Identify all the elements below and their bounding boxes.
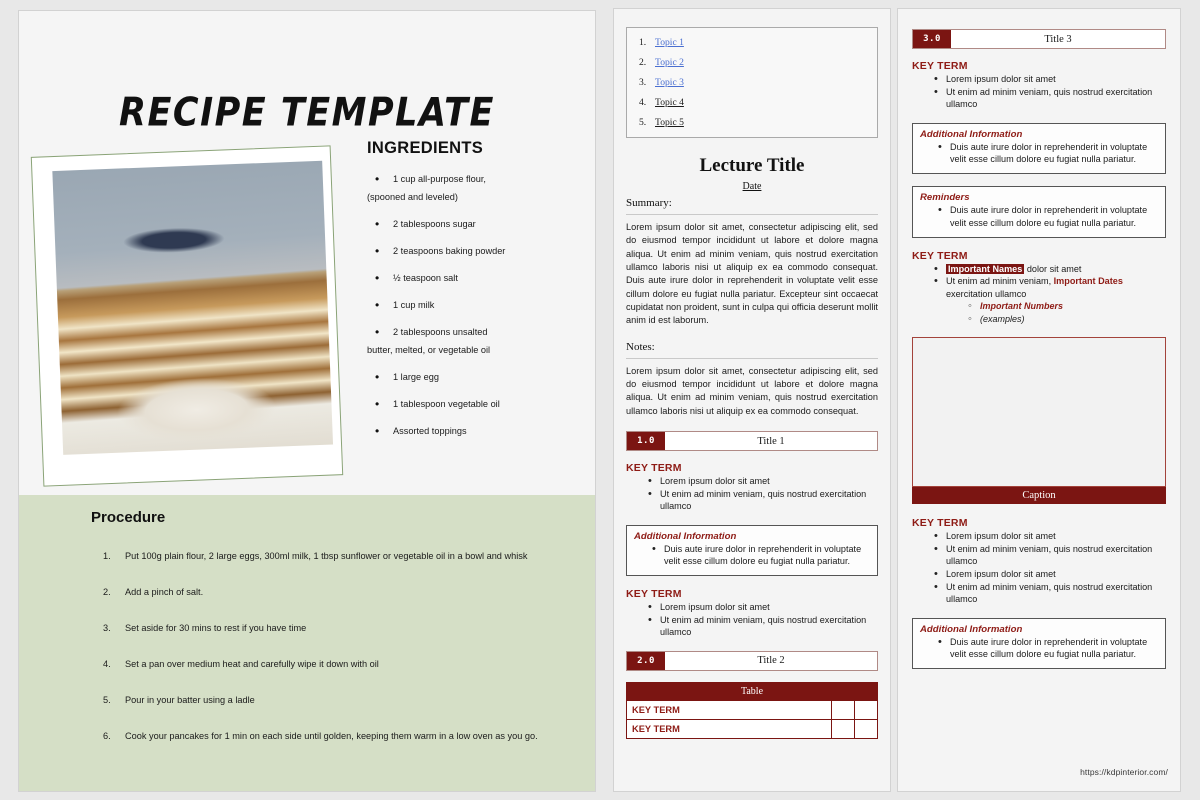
bullet-item: • Lorem ipsum dolor sit amet (934, 530, 1166, 543)
ingredient-item: • 1 large egg (367, 372, 585, 384)
recipe-photo-frame (31, 145, 343, 486)
section-header-2 (626, 651, 878, 671)
procedure-section (19, 495, 595, 792)
topic-link-4[interactable]: Topic 4 (655, 97, 684, 108)
section-title: Title 3 (951, 30, 1165, 48)
section-title: Title 2 (665, 652, 877, 670)
ingredient-item: • 2 teaspoons baking powder (367, 246, 585, 258)
bullet-item: • Duis aute irure dolor in reprehenderit in voluptate velit esse cillum dolore eu fugiat nulla pariatur. (652, 543, 870, 568)
additional-information-title: Additional Information (920, 128, 1023, 140)
topic-link-5[interactable]: Topic 5 (655, 117, 684, 128)
table-cell-key-term: KEY TERM (627, 719, 832, 738)
key-term-label: KEY TERM (912, 249, 968, 262)
pancakes-photo (52, 161, 333, 455)
bullet-text-pre: Ut enim ad minim veniam, (946, 276, 1054, 287)
ingredient-item: • 2 tablespoons sugar (367, 219, 585, 231)
key-term-label: KEY TERM (912, 517, 968, 530)
lecture-date: Date (742, 181, 762, 192)
bullet-item: • Lorem ipsum dolor sit amet (648, 475, 878, 488)
bullet-item: • Duis aute irure dolor in reprehenderit in voluptate velit esse cillum dolore eu fugiat nulla pariatur. (938, 636, 1158, 661)
additional-information-bullets (634, 543, 870, 568)
photo-frame-border (31, 145, 343, 486)
ingredients-list-part3 (367, 372, 585, 438)
topics-list (627, 37, 877, 128)
procedure-step: Set a pan over medium heat and carefully wipe it down with oil (125, 658, 379, 669)
ingredient-item: • ½ teaspoon salt (367, 273, 585, 285)
ingredient-continuation-1: (spooned and leveled) (367, 191, 458, 202)
summary-divider (626, 214, 878, 215)
section-number: 1.0 (627, 432, 665, 450)
bullet-item: • Duis aute irure dolor in reprehenderit in voluptate velit esse cillum dolore eu fugiat nulla pariatur. (938, 204, 1158, 229)
table-header-row (627, 682, 878, 700)
procedure-step: Pour in your batter using a ladle (125, 694, 255, 705)
study-notes-page (897, 8, 1181, 792)
key-term-bullets-highlighted (912, 263, 1166, 326)
bullet-item: • Duis aute irure dolor in reprehenderit in voluptate velit esse cillum dolore eu fugiat nulla pariatur. (938, 141, 1158, 166)
important-names-highlight: Important Names (948, 263, 1023, 274)
image-caption: Caption (912, 487, 1166, 504)
sub-bullet-item (968, 300, 1166, 313)
table-row (627, 719, 878, 738)
bullet-item-important-dates (934, 275, 1166, 325)
key-term-label: KEY TERM (912, 60, 968, 72)
topic-list-item (655, 77, 877, 88)
topic-link-1[interactable]: Topic 1 (655, 37, 684, 48)
topics-index-box (626, 27, 878, 138)
topic-list-item (655, 57, 877, 68)
ingredient-item: • 2 tablespoons unsalted (367, 327, 585, 339)
reminders-title: Reminders (920, 192, 970, 204)
source-watermark: https://kdpinterior.com/ (1080, 767, 1168, 777)
table-cell-empty[interactable] (855, 719, 878, 738)
ingredients-list-part2 (367, 219, 585, 339)
bullet-item: • Ut enim ad minim veniam, quis nostrud exercitation ullamco (934, 581, 1166, 606)
procedure-step: Add a pinch of salt. (125, 586, 204, 597)
recipe-page-title: RECIPE TEMPLATE (119, 90, 495, 136)
ingredients-heading: INGREDIENTS (367, 139, 484, 157)
table-header-label: Table (627, 682, 878, 700)
bullet-text-rest: dolor sit amet (1024, 263, 1082, 274)
ingredient-item: • 1 tablespoon vegetable oil (367, 399, 585, 411)
additional-information-box-2 (912, 618, 1166, 669)
table-cell-empty[interactable] (855, 700, 878, 719)
procedure-list (19, 548, 595, 746)
summary-text: Lorem ipsum dolor sit amet, consectetur adipiscing elit, sed do eiusmod tempor incididunt ut labore et dolore magna aliqua. Ut enim ad minim veniam, quis nostrud exercitation ullamco laboris nisi ut aliquip ex ea commodo consequat. Duis aute irure dolor in reprehenderit in voluptate velit esse cillum dolore eu fugiat nulla pariatur. Excepteur sint occaecat cupidatat non proident, sunt in culpa qui officia deserunt mollit anim id est laborum. (626, 222, 878, 326)
bullet-text-post: exercitation ullamco (946, 288, 1027, 299)
notes-text: Lorem ipsum dolor sit amet, consectetur adipiscing elit, sed do eiusmod tempor incididunt ut labore et dolore magna aliqua. Ut enim ad minim veniam, quis nostrud exercitation ullamco laboris nisi ut aliquip ex ea commodo consequat. (626, 365, 878, 416)
bullet-item: • Ut enim ad minim veniam, quis nostrud exercitation ullamco (934, 543, 1166, 568)
additional-information-bullets (920, 636, 1158, 661)
key-term-bullets (912, 530, 1166, 605)
bullet-item: • Ut enim ad minim veniam, quis nostrud exercitation ullamco (934, 86, 1166, 111)
important-numbers-label: Important Numbers (980, 301, 1064, 312)
topic-list-item (655, 97, 877, 108)
additional-information-box (626, 525, 878, 576)
bullet-item: • Ut enim ad minim veniam, quis nostrud exercitation ullamco (648, 488, 878, 513)
table-row (627, 700, 878, 719)
sub-bullet-list (946, 300, 1166, 325)
bullet-item: • Lorem ipsum dolor sit amet (934, 568, 1166, 581)
lecture-title: Lecture Title (699, 155, 805, 176)
ingredient-item: • 1 cup milk (367, 300, 585, 312)
topic-link-2[interactable]: Topic 2 (655, 57, 684, 68)
additional-information-title: Additional Information (634, 530, 737, 542)
procedure-step: Put 100g plain flour, 2 large eggs, 300ml milk, 1 tbsp sunflower or vegetable oil in a bowl and whisk (125, 551, 528, 561)
procedure-step: Set aside for 30 mins to rest if you have time (125, 622, 307, 633)
bullet-item: • Lorem ipsum dolor sit amet (648, 601, 878, 614)
table-cell-empty[interactable] (832, 700, 855, 719)
ingredients-section (367, 139, 585, 452)
bullet-item: • Ut enim ad minim veniam, quis nostrud exercitation ullamco (648, 614, 878, 639)
key-term-bullets (912, 73, 1166, 111)
ingredients-list-part1 (367, 174, 585, 186)
reminders-bullets (920, 204, 1158, 229)
reminders-box (912, 186, 1166, 237)
notes-label: Notes: (626, 340, 655, 353)
lecture-notes-page (613, 8, 891, 792)
procedure-step: Cook your pancakes for 1 min on each side until golden, keeping them warm in a low oven as you go. (125, 730, 538, 741)
ingredient-item: • 1 cup all-purpose flour, (367, 174, 585, 186)
sub-bullet-item: ◦ (examples) (968, 313, 1166, 326)
recipe-body (19, 133, 595, 493)
image-placeholder[interactable] (912, 337, 1166, 487)
table-cell-key-term: KEY TERM (627, 700, 832, 719)
section-header-3 (912, 29, 1166, 49)
key-term-label: KEY TERM (626, 588, 682, 601)
bullet-item: • Lorem ipsum dolor sit amet (934, 73, 1166, 86)
additional-information-bullets (920, 141, 1158, 166)
notes-divider (626, 358, 878, 359)
key-term-bullets (626, 601, 878, 639)
summary-label: Summary: (626, 197, 672, 209)
additional-information-box (912, 123, 1166, 174)
section-number: 2.0 (627, 652, 665, 670)
recipe-template-page (18, 10, 596, 792)
important-dates-bold: Important Dates (1053, 276, 1123, 287)
section-header-1 (626, 431, 878, 451)
procedure-heading: Procedure (91, 509, 166, 526)
key-term-bullets (626, 475, 878, 513)
section-number: 3.0 (913, 30, 951, 48)
topic-list-item (655, 37, 877, 48)
topic-link-3[interactable]: Topic 3 (655, 77, 684, 88)
ingredient-item: • Assorted toppings (367, 426, 585, 438)
table-cell-empty[interactable] (832, 719, 855, 738)
key-term-table (626, 682, 878, 739)
bullet-item-highlighted (934, 263, 1166, 276)
ingredient-continuation-2: butter, melted, or vegetable oil (367, 344, 491, 355)
additional-information-title: Additional Information (920, 623, 1023, 635)
section-title: Title 1 (665, 432, 877, 450)
key-term-label: KEY TERM (626, 462, 682, 475)
topic-list-item (655, 117, 877, 128)
